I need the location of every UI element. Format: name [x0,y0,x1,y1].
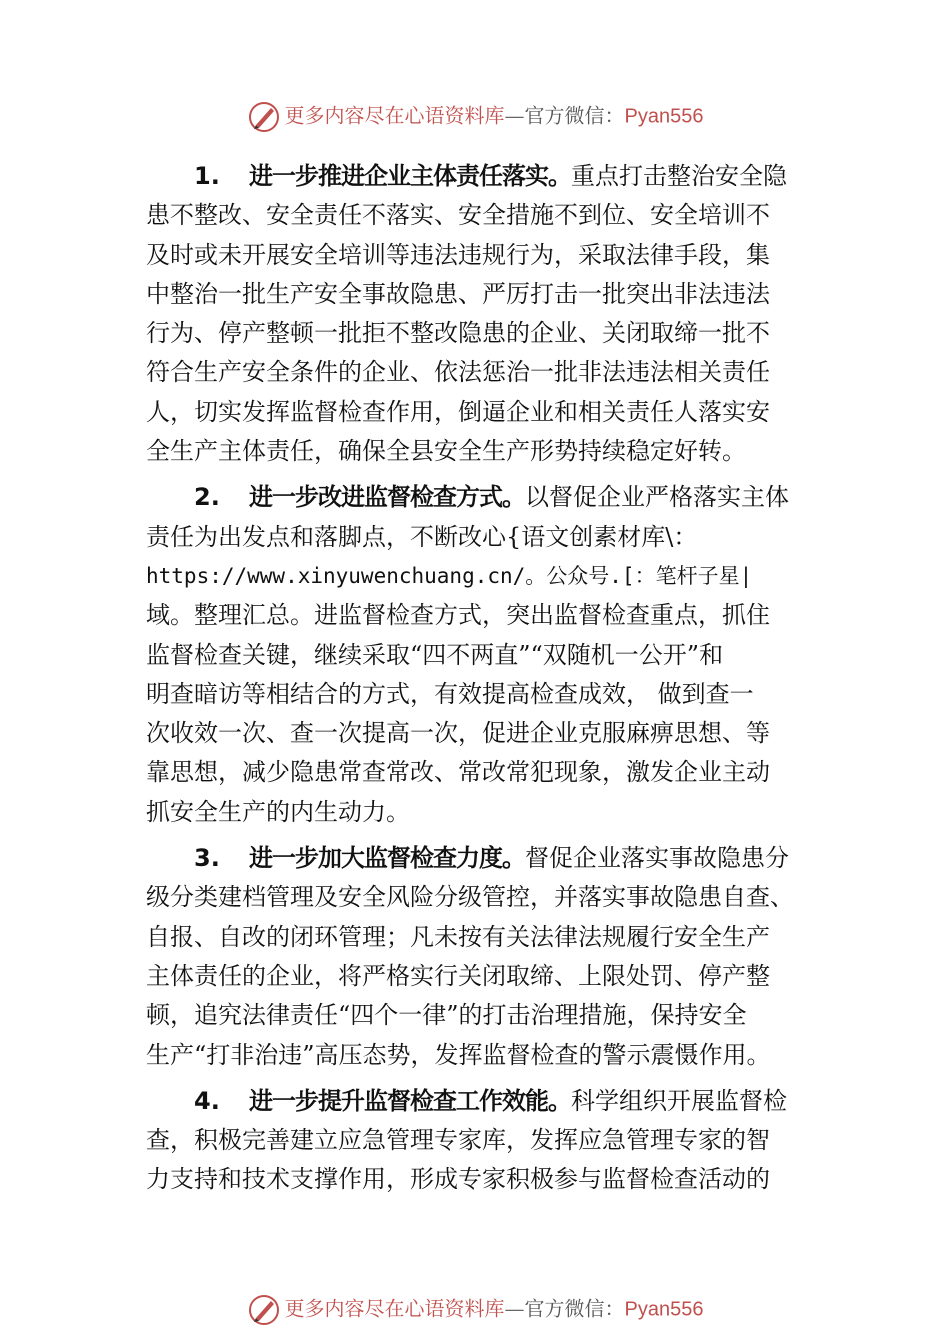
text-line: 顿，追究法律责任“四个一律”的打击治理措施，保持安全 [146,1001,747,1030]
text-line: 及时或未开展安全培训等违法违规行为，采取法律手段，集 [146,240,770,269]
text-line: 人，切实发挥监督检查作用，倒逼企业和相关责任人落实安 [146,397,770,426]
url-text-line: https://www.xinyuwenchuang.cn/。公众号.[：笔杆子星| [146,563,753,588]
paragraph-number: 3. [194,844,220,873]
banner-wechat-label: 官方微信： [524,1296,625,1321]
text-line: 行为、停产整顿一批拒不整改隐患的企业、关闭取缔一批不 [146,319,770,348]
text-line: 自报、自改的闭环管理；凡未按有关法律法规履行安全生产 [146,922,770,951]
paragraph-number: 1. [194,162,220,190]
banner-separator: — [504,103,525,128]
paragraph-2 [146,478,836,832]
header-banner [0,100,950,134]
paragraph-heading: 进一步改进监督检查方式。 [249,483,525,512]
text-line: 责任为出发点和落脚点，不断改心{语文创素材库\： [146,522,698,551]
text-line: 以督促企业严格落实主体 [525,483,789,512]
text-line: 患不整改、安全责任不落实、安全措施不到位、安全培训不 [146,201,770,230]
text-line: 全生产主体责任，确保全县安全生产形势持续稳定好转。 [146,437,746,466]
banner-main-text: 更多内容尽在心语资料库 [284,103,505,128]
banner-main-text: 更多内容尽在心语资料库 [284,1296,505,1321]
paragraph-number: 4. [194,1086,220,1115]
banner-wechat-id: Pyan556 [624,1298,704,1321]
text-line: 符合生产安全条件的企业、依法惩治一批非法违法相关责任 [146,358,770,387]
paragraph-heading: 进一步推进企业主体责任落实。 [249,162,571,190]
text-line: 明查暗访等相结合的方式，有效提高检查成效， 做到查一 [146,679,754,708]
document-body [146,157,836,1207]
text-line: 次收效一次、查一次提高一次，促进企业克服麻痹思想、等 [146,719,770,748]
pen-logo-icon [247,1293,281,1327]
text-line: 重点打击整治安全隐 [571,162,787,190]
paragraph-3 [146,839,836,1075]
text-line: 查，积极完善建立应急管理专家库，发挥应急管理专家的智 [146,1126,770,1155]
text-line: 监督检查关键，继续采取“四不两直”“双随机一公开”和 [146,640,724,669]
banner-wechat-label: 官方微信： [524,103,625,128]
paragraph-4 [146,1082,836,1200]
footer-banner [0,1293,950,1327]
paragraph-heading: 进一步加大监督检查力度。 [249,844,525,873]
text-line: 靠思想，减少隐患常查常改、常改常犯现象，激发企业主动 [146,758,770,787]
text-line: 级分类建档管理及安全风险分级管控，并落实事故隐患自查、 [146,883,794,912]
pen-logo-icon [247,100,281,134]
text-line: 中整治一批生产安全事故隐患、严厉打击一批突出非法违法 [146,279,770,308]
banner-wechat-id: Pyan556 [624,105,704,128]
banner-separator: — [504,1296,525,1321]
paragraph-heading: 进一步提升监督检查工作效能。 [249,1086,571,1115]
text-line: 督促企业落实事故隐患分 [525,844,789,873]
text-line: 生产“打非治违”高压态势，发挥监督检查的警示震慑作用。 [146,1040,771,1069]
text-line: 域。整理汇总。进监督检查方式，突出监督检查重点，抓住 [146,601,770,630]
text-line: 主体责任的企业，将严格实行关闭取缔、上限处罚、停产整 [146,961,770,990]
text-line: 力支持和技术支撑作用，形成专家积极参与监督检查活动的 [146,1165,770,1194]
text-line: 科学组织开展监督检 [571,1086,787,1115]
text-line: 抓安全生产的内生动力。 [146,797,410,826]
paragraph-1 [146,157,836,471]
paragraph-number: 2. [194,483,220,512]
